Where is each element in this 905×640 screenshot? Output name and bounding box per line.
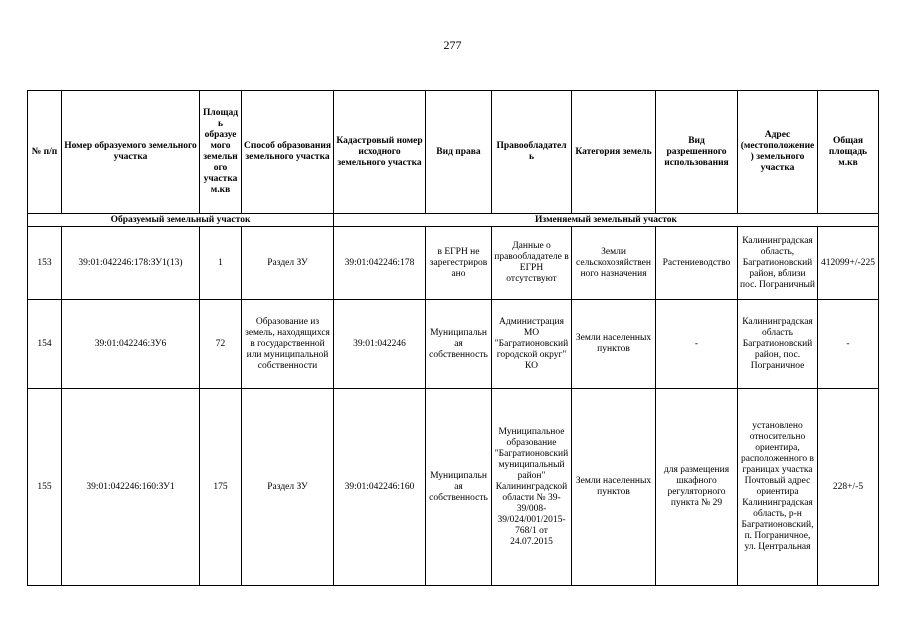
cell-number: 39:01:042246:178:ЗУ1(13) [62, 227, 200, 300]
table-row [28, 389, 879, 586]
header-cell-number: Номер образуемого земельного участка [62, 91, 200, 214]
cell-number: 39:01:042246:ЗУ6 [62, 300, 200, 389]
cell-owner: Администрация МО "Багратионовский городской округ" КО [492, 300, 572, 389]
cell-use: для размещения шкафного регуляторного пункта № 29 [656, 389, 738, 586]
cell-total: 228+/-5 [818, 389, 879, 586]
cell-category: Земли населенных пунктов [572, 300, 656, 389]
section-formed: Образуемый земельный участок [28, 214, 334, 227]
cell-category: Земли сельскохозяйственного назначения [572, 227, 656, 300]
header-cell-method: Способ образования земельного участка [242, 91, 334, 214]
cell-num: 153 [28, 227, 62, 300]
cell-right: Муниципальная собственность [426, 389, 492, 586]
header-cell-use: Вид разрешенного использования [656, 91, 738, 214]
cell-use: - [656, 300, 738, 389]
cell-area: 1 [200, 227, 242, 300]
table-row [28, 227, 879, 300]
cell-address: Калининградская область, Багратионовский район, вблизи пос. Пограничный [738, 227, 818, 300]
cell-owner: Данные о правообладателе в ЕГРН отсутствуют [492, 227, 572, 300]
cell-method: Раздел ЗУ [242, 227, 334, 300]
cell-method: Раздел ЗУ [242, 389, 334, 586]
land-plots-table [27, 90, 879, 586]
header-cell-owner: Правообладатель [492, 91, 572, 214]
cell-total: - [818, 300, 879, 389]
cell-area: 72 [200, 300, 242, 389]
header-cell-right: Вид права [426, 91, 492, 214]
cell-total: 412099+/-225 [818, 227, 879, 300]
section-changed: Изменяемый земельный участок [334, 214, 879, 227]
cell-right: в ЕГРН не зарегестрировано [426, 227, 492, 300]
header-cell-area: Площадь образуемого земельного участка м.кв [200, 91, 242, 214]
cell-address: установлено относительно ориентира, расположенного в границах участка Почтовый адрес ориентира Калининградская область, р-н Багратионовский, п. Пограничное, ул. Центральная [738, 389, 818, 586]
cell-cadastral: 39:01:042246 [334, 300, 426, 389]
cell-cadastral: 39:01:042246:178 [334, 227, 426, 300]
table-row [28, 300, 879, 389]
cell-num: 155 [28, 389, 62, 586]
cell-area: 175 [200, 389, 242, 586]
header-cell-category: Категория земель [572, 91, 656, 214]
cell-category: Земли населенных пунктов [572, 389, 656, 586]
header-cell-cadastral: Кадастровый номер исходного земельного участка [334, 91, 426, 214]
cell-number: 39:01:042246:160:ЗУ1 [62, 389, 200, 586]
cell-cadastral: 39:01:042246:160 [334, 389, 426, 586]
page-number: 277 [443, 38, 462, 52]
cell-method: Образование из земель, находящихся в государственной или муниципальной собственности [242, 300, 334, 389]
section-row [28, 214, 879, 227]
cell-num: 154 [28, 300, 62, 389]
header-cell-address: Адрес (местоположение) земельного участка [738, 91, 818, 214]
header-cell-total: Общая площадь м.кв [818, 91, 879, 214]
cell-owner: Муниципальное образование "Багратионовский муниципальный район" Калининградской области № 39-39/008-39/024/001/2015-768/1 от 24.07.2015 [492, 389, 572, 586]
cell-address: Калининградская область Багратионовский район, пос. Пограничное [738, 300, 818, 389]
header-cell-num: № п/п [28, 91, 62, 214]
header-row [28, 91, 879, 214]
cell-use: Растениеводство [656, 227, 738, 300]
cell-right: Муниципальная собственность [426, 300, 492, 389]
